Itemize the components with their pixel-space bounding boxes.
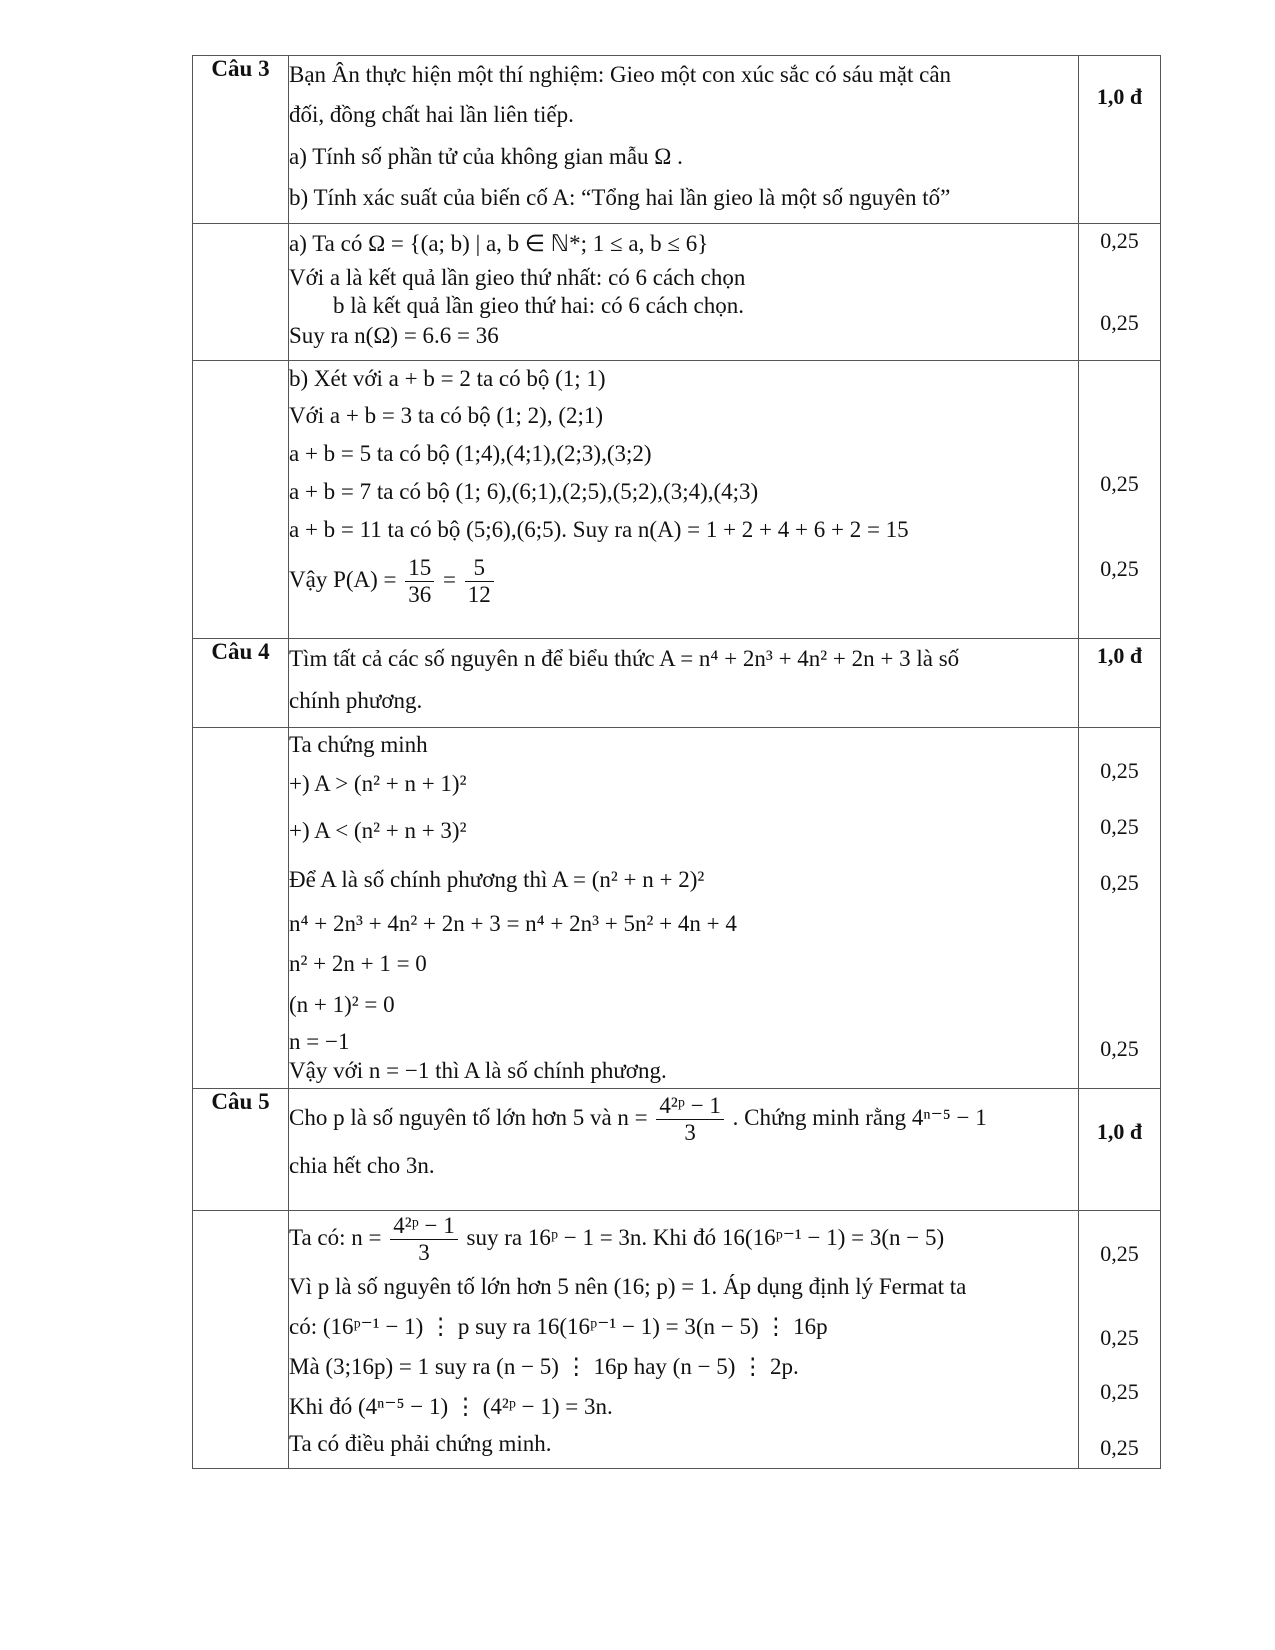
- q5-prompt-line: chia hết cho 3n.: [289, 1152, 435, 1178]
- score: 0,25: [1100, 1379, 1139, 1404]
- fraction: [465, 555, 494, 609]
- solution-line: +) A < (n² + n + 3)²: [289, 818, 467, 843]
- q4-solution-row: [193, 728, 1161, 1089]
- fraction-numerator: 4²ᵖ − 1: [390, 1213, 458, 1240]
- question-4-text: [289, 639, 1079, 728]
- q3-solution-b-row: [193, 361, 1161, 639]
- question-4-label: Câu 4: [193, 639, 289, 728]
- fraction-denominator: 3: [684, 1120, 696, 1146]
- q3-prompt-line: b) Tính xác suất của biến cố A: “Tổng hai lần gieo là một số nguyên tố”: [289, 185, 951, 210]
- q5-prompt-line: [289, 1093, 1078, 1147]
- question-4-points: [1079, 639, 1161, 728]
- q5-solution-scores: [1079, 1211, 1161, 1469]
- q4-prompt-line: chính phương.: [289, 688, 423, 713]
- q5-solution: [289, 1211, 1079, 1469]
- score: 0,25: [1100, 1325, 1139, 1350]
- empty-cell: [193, 728, 289, 1089]
- solution-line: n² + 2n + 1 = 0: [289, 951, 427, 976]
- solution-line: Ta có điều phải chứng minh.: [289, 1430, 552, 1456]
- fraction-denominator: 36: [408, 582, 432, 608]
- points-value: 1,0 đ: [1096, 84, 1143, 109]
- result-prefix: Vậy P(A) =: [289, 567, 397, 593]
- solution-line: Để A là số chính phương thì A = (n² + n + 2)²: [289, 867, 705, 892]
- q5-prompt-start: Cho p là số nguyên tố lớn hơn 5 và n =: [289, 1105, 648, 1131]
- question-5-text: [289, 1089, 1079, 1211]
- score: 0,25: [1100, 814, 1139, 839]
- fraction: [656, 1093, 724, 1147]
- solution-end: suy ra 16ᵖ − 1 = 3n. Khi đó 16(16ᵖ⁻¹ − 1) = 3(n − 5): [466, 1225, 945, 1251]
- question-3-points: [1079, 56, 1161, 224]
- solution-line: Vậy với n = −1 thì A là số chính phương.: [289, 1058, 667, 1083]
- score: 0,25: [1100, 870, 1139, 895]
- empty-cell: [193, 361, 289, 639]
- solution-line: a + b = 5 ta có bộ (1;4),(4;1),(2;3),(3;2): [289, 441, 652, 466]
- equals-sign: =: [443, 567, 456, 593]
- fraction: [390, 1213, 458, 1267]
- solution-line: +) A > (n² + n + 1)²: [289, 771, 467, 796]
- solution-line: (n + 1)² = 0: [289, 992, 395, 1017]
- solution-line: n = −1: [289, 1029, 350, 1054]
- score: 0,25: [1100, 1435, 1139, 1460]
- question-3-row: [193, 56, 1161, 224]
- solution-line: a + b = 11 ta có bộ (5;6),(6;5). Suy ra n(A) = 1 + 2 + 4 + 6 + 2 = 15: [289, 517, 909, 542]
- solution-line: Với a + b = 3 ta có bộ (1; 2), (2;1): [289, 403, 604, 428]
- solution-line: Khi đó (4ⁿ⁻⁵ − 1) ⋮ (4²ᵖ − 1) = 3n.: [289, 1393, 613, 1419]
- score: 0,25: [1100, 1036, 1139, 1061]
- solution-line: b) Xét với a + b = 2 ta có bộ (1; 1): [289, 366, 606, 391]
- q3-solution-b: [289, 361, 1079, 639]
- solution-line: Suy ra n(Ω) = 6.6 = 36: [289, 323, 499, 348]
- fraction-numerator: 5: [465, 555, 494, 582]
- empty-cell: [193, 1211, 289, 1469]
- solution-line: a) Ta có Ω = {(a; b) | a, b ∈ ℕ*; 1 ≤ a, b ≤ 6}: [289, 231, 709, 256]
- fraction-numerator: 4²ᵖ − 1: [656, 1093, 724, 1120]
- fraction: [405, 555, 434, 609]
- q4-prompt-line: Tìm tất cả các số nguyên n để biểu thức A = n⁴ + 2n³ + 4n² + 2n + 3 là số: [289, 646, 960, 671]
- solution-line: [289, 1213, 1078, 1267]
- solution-line: a + b = 7 ta có bộ (1; 6),(6;1),(2;5),(5;2),(3;4),(4;3): [289, 479, 759, 504]
- score: 0,25: [1100, 758, 1139, 783]
- q5-solution-row: [193, 1211, 1161, 1469]
- q3-solution-b-scores: [1079, 361, 1161, 639]
- q4-solution: [289, 728, 1079, 1089]
- fraction-denominator: 12: [467, 582, 491, 608]
- question-5-label: Câu 5: [193, 1089, 289, 1211]
- answer-table: [192, 55, 1161, 1469]
- score: 0,25: [1100, 228, 1139, 253]
- q3-prompt-line: đối, đồng chất hai lần liên tiếp.: [289, 102, 574, 127]
- fraction-denominator: 3: [418, 1240, 430, 1266]
- q3-solution-a-row: [193, 224, 1161, 361]
- question-4-row: [193, 639, 1161, 728]
- solution-line: có: (16ᵖ⁻¹ − 1) ⋮ p suy ra 16(16ᵖ⁻¹ − 1) = 3(n − 5) ⋮ 16p: [289, 1313, 828, 1339]
- solution-start: Ta có: n =: [289, 1225, 382, 1251]
- solution-line: Với a là kết quả lần gieo thứ nhất: có 6 cách chọn: [289, 265, 746, 290]
- solution-line: Vì p là số nguyên tố lớn hơn 5 nên (16; p) = 1. Áp dụng định lý Fermat ta: [289, 1273, 967, 1299]
- points-value: 1,0 đ: [1096, 1119, 1143, 1144]
- score: 0,25: [1100, 556, 1139, 581]
- question-3-text: [289, 56, 1079, 224]
- question-5-points: [1079, 1089, 1161, 1211]
- solution-line: b là kết quả lần gieo thứ hai: có 6 cách chọn.: [333, 293, 744, 318]
- q5-prompt-end: . Chứng minh rằng 4ⁿ⁻⁵ − 1: [732, 1105, 987, 1131]
- points-value: 1,0 đ: [1096, 643, 1143, 668]
- score: 0,25: [1100, 1241, 1139, 1266]
- q3-prompt-line: Bạn Ân thực hiện một thí nghiệm: Gieo một con xúc sắc có sáu mặt cân: [289, 62, 952, 87]
- solution-line: Mà (3;16p) = 1 suy ra (n − 5) ⋮ 16p hay (n − 5) ⋮ 2p.: [289, 1353, 799, 1379]
- score: 0,25: [1100, 471, 1139, 496]
- q3-prompt-line: a) Tính số phần tử của không gian mẫu Ω .: [289, 144, 683, 169]
- q3-solution-a-scores: [1079, 224, 1161, 361]
- probability-result: [289, 555, 1078, 609]
- solution-line: Ta chứng minh: [289, 732, 428, 757]
- score: 0,25: [1100, 310, 1139, 335]
- q4-solution-scores: [1079, 728, 1161, 1089]
- question-5-row: [193, 1089, 1161, 1211]
- q3-solution-a: [289, 224, 1079, 361]
- empty-cell: [193, 224, 289, 361]
- solution-line: n⁴ + 2n³ + 4n² + 2n + 3 = n⁴ + 2n³ + 5n² + 4n + 4: [289, 911, 737, 936]
- fraction-numerator: 15: [405, 555, 434, 582]
- question-3-label: Câu 3: [193, 56, 289, 224]
